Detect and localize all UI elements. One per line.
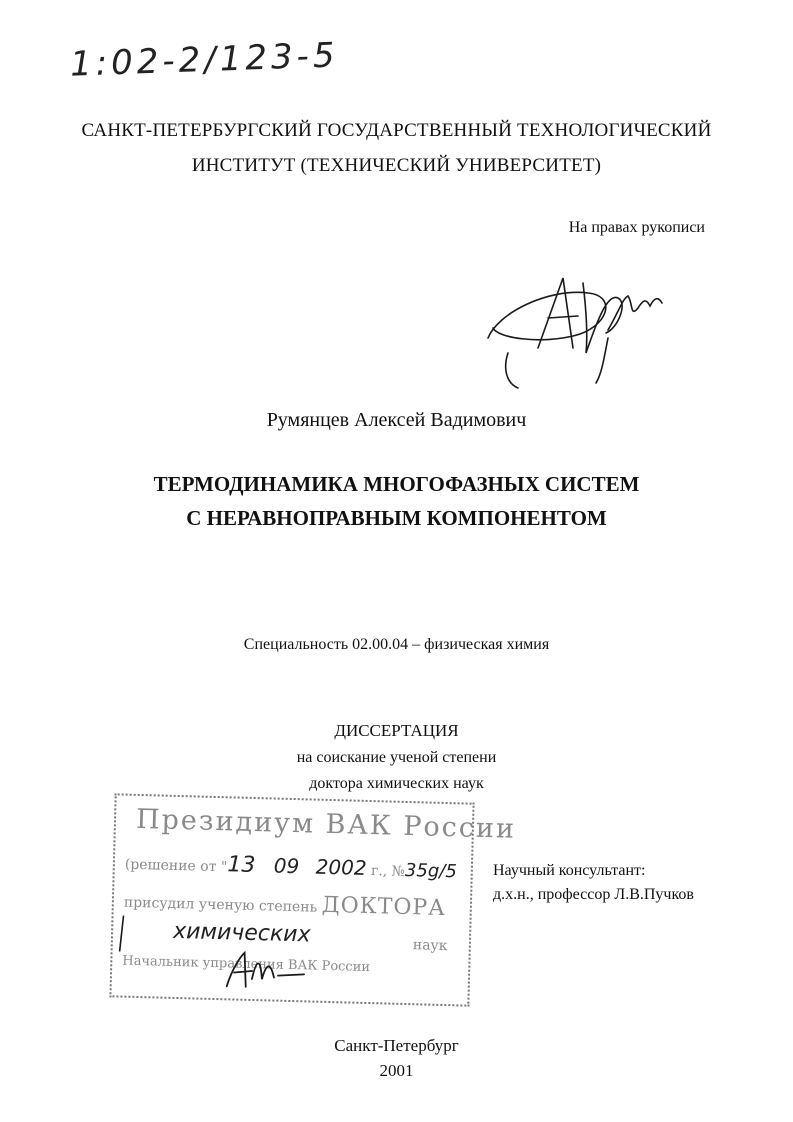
title-line-2: С НЕРАВНОПРАВНЫМ КОМПОНЕНТОМ [186,506,607,530]
stamp-decision-suffix: г., № [370,863,406,880]
year: 2001 [379,1061,414,1080]
place: Санкт-Петербург [334,1036,459,1055]
stamp-margin-mark [115,913,130,953]
stamp-footer: Начальник управления ВАК России [122,953,371,976]
stamp-field-handwritten: химических [172,918,311,948]
stamp-award-line [124,888,447,921]
dissertation-line-2: доктора химических наук [309,775,484,792]
dissertation-line-1: на соискание ученой степени [296,749,497,766]
institution-line-1: САНКТ-ПЕТЕРБУРГСКИЙ ГОСУДАРСТВЕННЫЙ ТЕХНОЛОГИЧЕСКИЙ [81,120,712,141]
stamp-month: 09 [273,853,300,879]
rights-note: На правах рукописи [568,219,705,236]
author-signature [478,258,678,390]
stamp-award: присудил ученую степень [123,894,318,916]
author-name: Румянцев Алексей Вадимович [266,409,527,431]
stamp-decision-prefix: (решение от " [124,856,228,876]
consultant-name: д.х.н., профессор Л.В.Пучков [493,886,694,903]
stamp-signature [222,948,313,992]
stamp-day: 13 [227,852,256,879]
stamp-decision-line [125,850,458,884]
speciality: Специальность 02.00.04 – физическая химия [243,636,550,653]
title-line-1: ТЕРМОДИНАМИКА МНОГОФАЗНЫХ СИСТЕМ [153,472,640,496]
vak-stamp [109,793,517,1006]
stamp-header: Президиум ВАК России [135,803,517,845]
registry-code: 1:02-2/123-5 [69,35,340,85]
stamp-year: 2002 [315,854,367,880]
dissertation-heading: ДИССЕРТАЦИЯ [334,721,459,740]
consultant-label: Научный консультант: [493,862,646,879]
stamp-number: 35g/5 [404,859,458,883]
stamp-degree: ДОКТОРА [321,892,447,922]
institution-line-2: ИНСТИТУТ (ТЕХНИЧЕСКИЙ УНИВЕРСИТЕТ) [191,155,602,176]
stamp-field-suffix: наук [412,937,448,955]
